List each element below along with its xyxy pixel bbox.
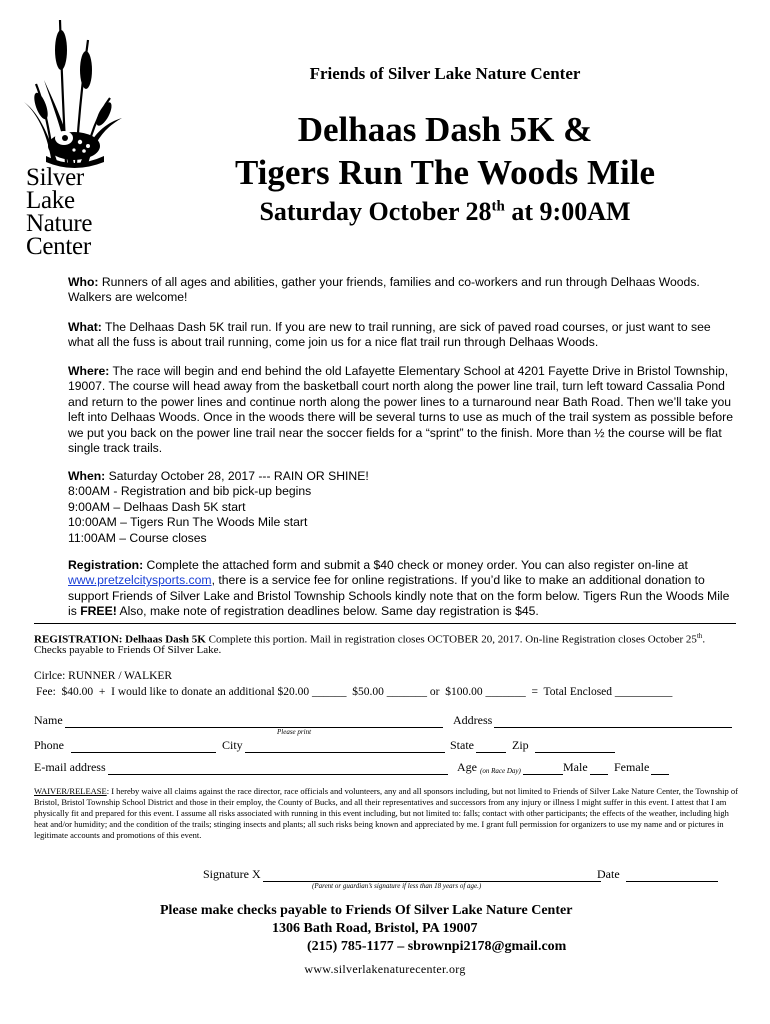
registration-link[interactable]: www.pretzelcitysports.com <box>68 573 212 588</box>
age-label: Age <box>457 760 477 774</box>
email-field[interactable] <box>34 760 448 775</box>
state-field[interactable] <box>450 738 506 753</box>
schedule-item: 11:00AM – Course closes <box>68 530 207 545</box>
registration-form-end: . <box>702 633 706 646</box>
name-label: Name <box>34 713 63 727</box>
date-time: at 9:00AM <box>504 197 631 226</box>
age-note: (on Race Day) <box>480 767 521 775</box>
female-field[interactable] <box>614 760 669 775</box>
website[interactable]: www.silverlakenaturecenter.org <box>304 962 466 976</box>
please-print-note: Please print <box>277 728 312 736</box>
mailing-address: 1306 Bath Road, Bristol, PA 19007 <box>272 921 478 936</box>
age-blank <box>523 761 563 775</box>
registration-form-text: Complete this portion. Mail in registration closes OCTOBER 20, 2017. On-line Registration closes October 25 <box>205 633 697 646</box>
registration-paragraph <box>68 558 734 620</box>
logo-line: Silver <box>26 164 84 191</box>
divider <box>34 623 736 624</box>
registration-text: Also, make note of registration deadlines below. Same day registration is $45. <box>116 604 539 619</box>
what-text: The Delhaas Dash 5K trail run. If you are new to trail running, are sick of paved road courses, or just want to see what all the fuss is about trail running, come join us for a nice flat trail run through Delhaas Woods. <box>68 320 711 350</box>
org-name: Friends of Silver Lake Nature Center <box>309 64 581 83</box>
when-label: When: <box>68 469 106 483</box>
logo-line: Nature <box>26 210 93 237</box>
schedule-item: 9:00AM – Delhaas Dash 5K start <box>68 499 246 514</box>
phone-field[interactable] <box>34 738 216 753</box>
date-blank <box>626 868 718 882</box>
zip-field[interactable] <box>512 738 615 753</box>
registration-form-label: REGISTRATION: Delhaas Dash 5K <box>34 633 206 646</box>
signature-field[interactable] <box>203 867 601 882</box>
signature-label: Signature X <box>203 867 261 881</box>
logo-line: Lake <box>26 187 75 214</box>
zip-label: Zip <box>512 738 529 752</box>
date-label: Date <box>597 867 620 881</box>
date-field[interactable] <box>597 867 718 882</box>
date-suffix: th <box>491 198 505 215</box>
what-label: What: <box>68 320 102 334</box>
waiver-text: : I hereby waive all claims against the race director, race officials and volunteers, any and all sponsors including, but not limited to Friends of Silver Lake Nature Center, the Township of Bristol, Bristol Township School District and those in their employ, the County of Bucks, and all their representatives and successors from any injury or illness I might suffer in this event. I attest that I am physically fit and prepared for this event. I assume all risks associated with running in this event including, but not limited to: falls; contact with other participants; the effects of the weather, including high heat and/or humidity; and the condition of the trails; stinging insects and plants; all such risks being known and appreciated by me. I grant full permission for organizers to use my name and or pictures in legitimate accounts and promotions of this event. <box>34 786 738 840</box>
male-blank <box>590 761 608 775</box>
registration-form-suffix: th <box>696 632 703 640</box>
email-blank <box>108 761 448 775</box>
schedule-item: 8:00AM - Registration and bib pick-up begins <box>68 484 312 499</box>
phone-label: Phone <box>34 738 64 752</box>
registration-text: , there is a service fee for online registrations. If you’d like to make an additional donation to support Friends of Silver Lake and Bristol Township Schools kindly note that on the form below. Tigers Run the Woods Mile is <box>68 573 730 619</box>
logo-wordmark <box>26 166 92 258</box>
fee-line[interactable]: Fee: $40.00 + I would like to donate an additional $20.00 ______ $50.00 _______ or $100.00 _______ = Total Enclosed __________ <box>36 686 673 698</box>
male-field[interactable] <box>563 760 608 775</box>
contact-info: (215) 785-1177 – sbrownpi2178@gmail.com <box>307 939 567 954</box>
where-label: Where: <box>68 364 110 378</box>
where-text: The race will begin and end behind the old Lafayette Elementary School at 4201 Fayette Drive in Bristol Township, 19007. The course will head away from the basketball court north along the power line trail, turn left toward Cassalia Pond and return to the power lines and continue north along the power lines to a turnaround near Bath Road. Then we’ll take you left into Delhaas Woods. Once in the woods there will be several turns to use as much of the trail system as possible before we put you back on the power line trail near the soccer fields for a “sprint” to the finish. More than ½ the course will be flat single track trails. <box>68 364 734 456</box>
city-field[interactable] <box>222 738 445 753</box>
registration-text: Complete the attached form and submit a $40 check or money order. You can also register on-line at <box>143 558 688 572</box>
state-blank <box>476 739 506 753</box>
waiver-release <box>34 786 739 841</box>
city-label: City <box>222 738 243 752</box>
runner-walker-choice[interactable]: Cirlce: RUNNER / WALKER <box>34 670 173 682</box>
phone-blank <box>71 739 216 753</box>
where-paragraph <box>68 364 734 456</box>
state-label: State <box>450 738 474 752</box>
what-paragraph <box>68 320 734 351</box>
free-label: FREE! <box>80 604 117 619</box>
email-label: E-mail address <box>34 760 106 774</box>
address-blank <box>494 714 732 728</box>
title-line-2: Tigers Run The Woods Mile <box>234 153 656 192</box>
event-date <box>150 197 740 227</box>
signature-note: (Parent or guardian’s signature if less than 18 years of age.) <box>312 882 482 890</box>
age-field[interactable] <box>457 760 563 775</box>
zip-blank <box>535 739 615 753</box>
date-text: Saturday October 28 <box>259 197 492 226</box>
female-label: Female <box>614 760 650 774</box>
title-line-1: Delhaas Dash 5K & <box>297 110 593 149</box>
address-label: Address <box>453 713 493 727</box>
name-blank <box>65 714 443 728</box>
city-blank <box>245 739 445 753</box>
name-field[interactable] <box>34 713 443 728</box>
who-label: Who: <box>68 275 99 289</box>
address-field[interactable] <box>453 713 732 728</box>
when-text: Saturday October 28, 2017 --- RAIN OR SHINE! <box>105 469 369 483</box>
schedule-item: 10:00AM – Tigers Run The Woods Mile start <box>68 515 308 530</box>
logo-line: Center <box>26 233 91 260</box>
signature-blank <box>263 868 601 882</box>
registration-label: Registration: <box>68 558 144 572</box>
male-label: Male <box>563 760 588 774</box>
waiver-label: WAIVER/RELEASE <box>34 786 107 796</box>
checks-payable: Please make checks payable to Friends Of Silver Lake Nature Center <box>160 903 573 918</box>
who-paragraph <box>68 275 734 306</box>
who-text: Runners of all ages and abilities, gather your friends, families and co-workers and run through Delhaas Woods. Walkers are welcome! <box>68 275 700 305</box>
female-blank <box>651 761 669 775</box>
checks-note: Checks payable to Friends Of Silver Lake. <box>34 644 222 656</box>
when-block <box>68 469 734 546</box>
